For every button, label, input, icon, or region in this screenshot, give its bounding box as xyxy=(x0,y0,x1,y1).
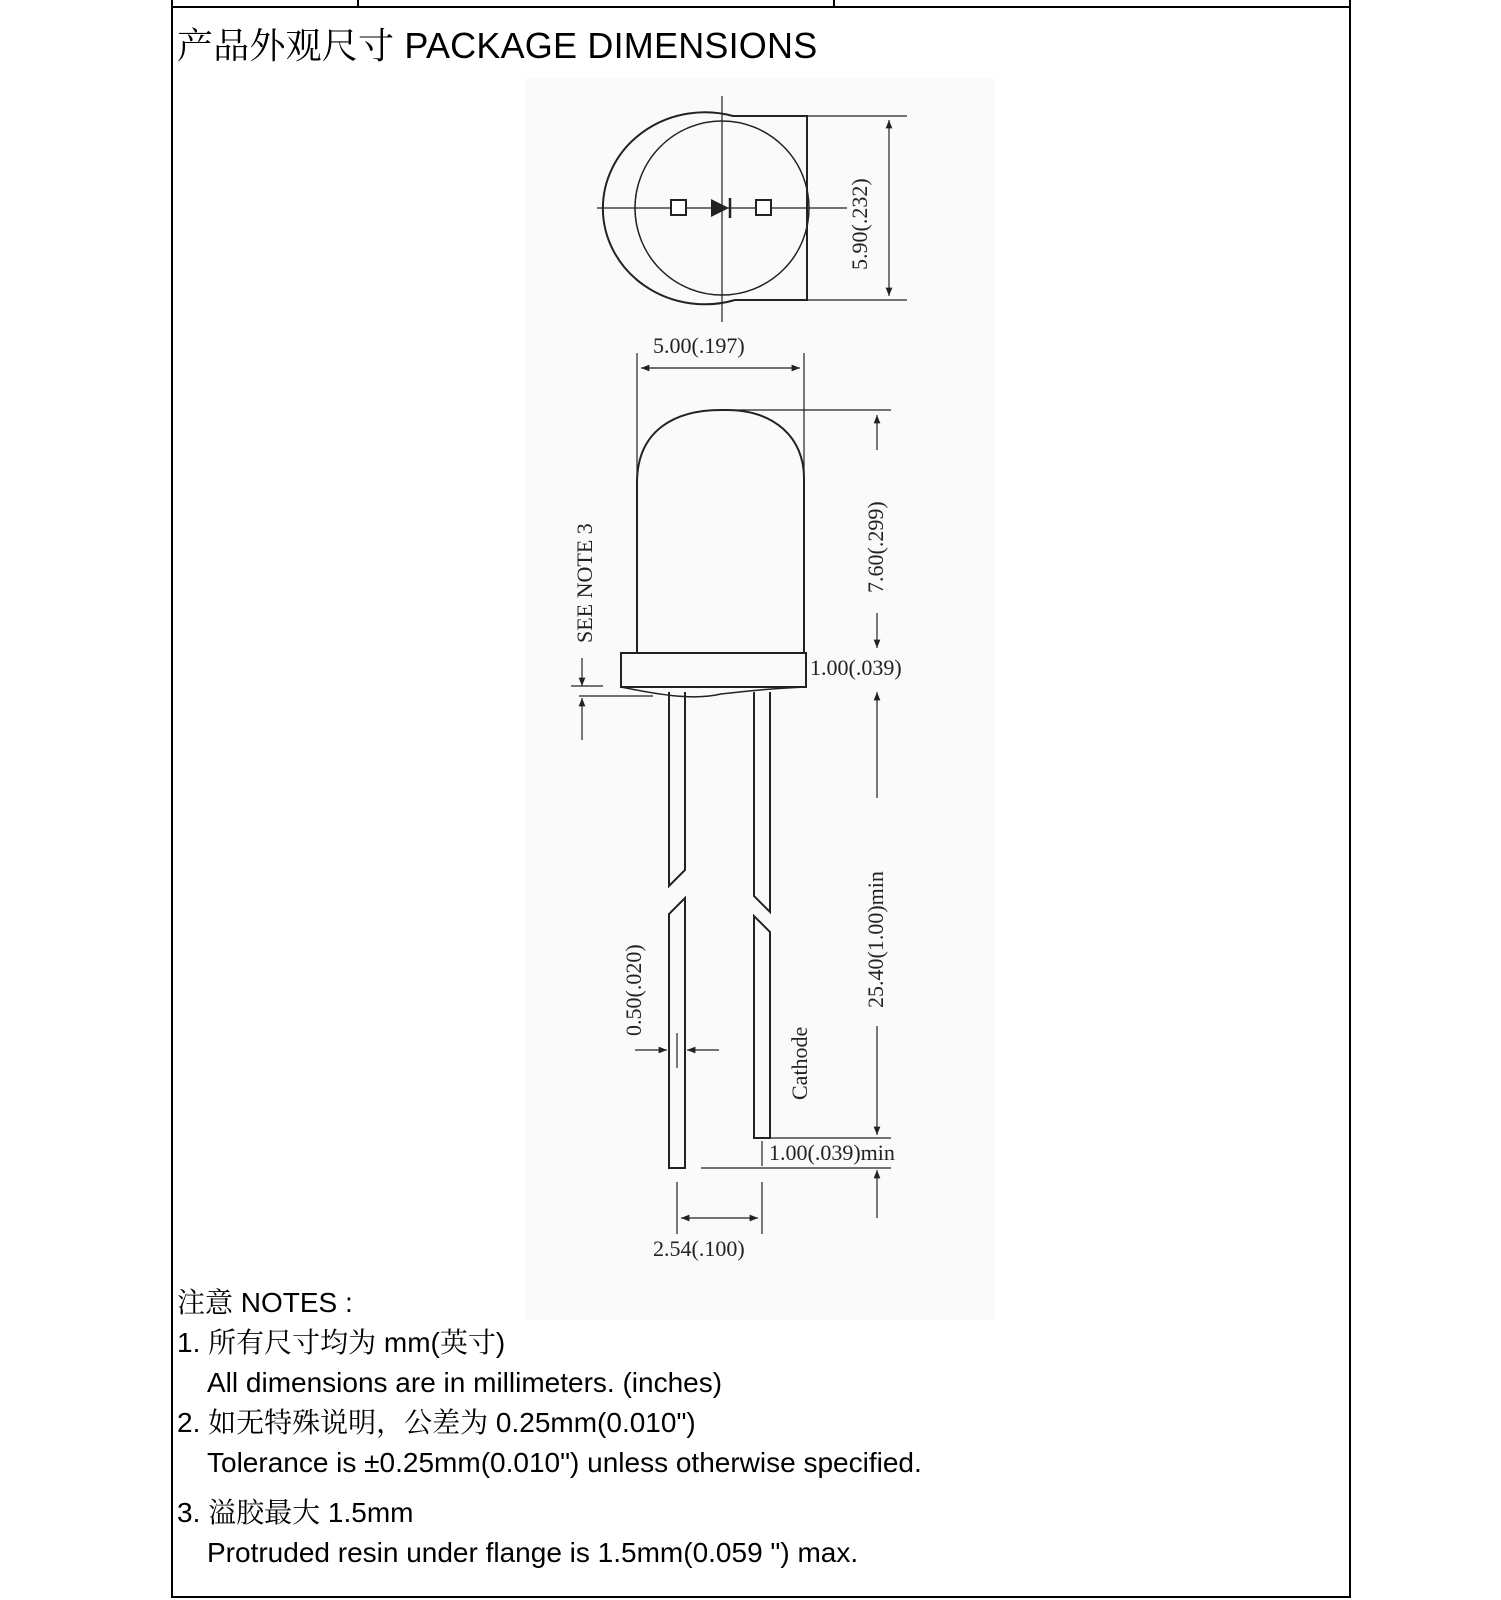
led-flange xyxy=(621,653,806,687)
dim-dome-height-label: 7.60(.299) xyxy=(863,501,888,593)
note-1-zh: 1. 所有尺寸均为 mm(英寸) xyxy=(177,1327,506,1358)
notes-heading: 注意 NOTES : xyxy=(177,1287,353,1318)
dim-lead-spacing-label: 2.54(.100) xyxy=(653,1236,745,1261)
drawing-background xyxy=(525,78,995,1320)
package-dimension-drawing xyxy=(525,78,995,1320)
dim-lead-width-label: 0.50(.020) xyxy=(621,944,646,1036)
dim-lead-offset-label: 1.00(.039)min xyxy=(769,1140,895,1165)
lead-square-left xyxy=(671,200,686,215)
note-3-zh: 3. 溢胶最大 1.5mm xyxy=(177,1497,414,1528)
section-title: 产品外观尺寸 PACKAGE DIMENSIONS xyxy=(177,25,818,66)
see-note-label: SEE NOTE 3 xyxy=(572,523,597,643)
dim-flange-height-label: 1.00(.039) xyxy=(810,655,902,680)
cathode-label: Cathode xyxy=(787,1026,812,1100)
note-2-en: Tolerance is ±0.25mm(0.010") unless otherwise specified. xyxy=(207,1447,922,1478)
lead-square-right xyxy=(756,200,771,215)
dim-body-diameter-label: 5.00(.197) xyxy=(653,333,745,358)
header-divider xyxy=(833,0,835,7)
note-1-en: All dimensions are in millimeters. (inches) xyxy=(207,1367,723,1398)
note-2-zh: 2. 如无特殊说明，公差为 0.25mm(0.010") xyxy=(177,1407,696,1438)
dim-lead-length-label: 25.40(1.00)min xyxy=(863,871,888,1008)
dim-dome-diameter-label: 5.90(.232) xyxy=(847,178,872,270)
header-rule xyxy=(171,6,1351,8)
header-divider xyxy=(357,0,359,7)
note-3-en: Protruded resin under flange is 1.5mm(0.059 ") max. xyxy=(207,1537,859,1568)
